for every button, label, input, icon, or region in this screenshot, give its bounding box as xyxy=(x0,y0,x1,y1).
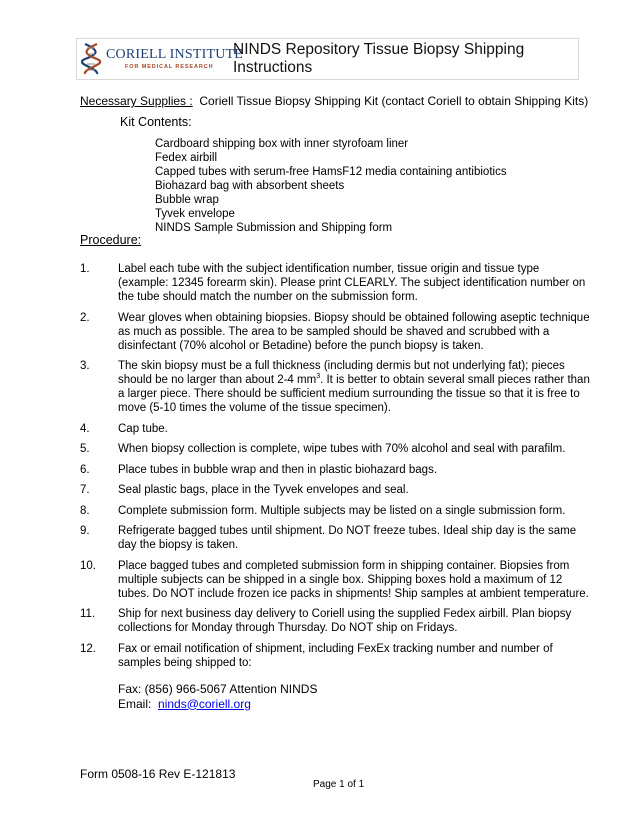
procedure-steps xyxy=(80,262,590,676)
procedure-step xyxy=(80,559,590,601)
kit-item: Capped tubes with serum-free HamsF12 media containing antibiotics xyxy=(155,166,507,178)
procedure-step xyxy=(80,359,590,415)
coriell-logo xyxy=(81,41,244,77)
step-text-after: . It is better to obtain several small pieces rather than a larger piece. There should be sufficient medium surrounding the tissue so that it is free to move (5-10 times the volume of the tissue specimen). xyxy=(118,374,590,414)
procedure-step xyxy=(80,524,590,552)
page-number: Page 1 of 1 xyxy=(313,779,365,790)
procedure-step xyxy=(80,422,590,436)
document-title: NINDS Repository Tissue Biopsy Shipping Instructions xyxy=(233,41,525,76)
fax-line: Fax: (856) 966-5067 Attention NINDS xyxy=(118,682,318,696)
step-text: Wear gloves when obtaining biopsies. Biopsy should be obtained following aseptic technique as much as possible. The area to be sampled should be shaved and scrubbed with a disinfectant (70% alcohol or Betadine) before the punch biopsy is taken. xyxy=(118,311,590,352)
contact-block xyxy=(118,682,317,711)
procedure-step xyxy=(80,607,590,635)
procedure-step xyxy=(80,262,590,304)
step-text: Refrigerate bagged tubes until shipment. Do NOT freeze tubes. Ideal ship day is the same day the biopsy is taken. xyxy=(118,525,577,551)
logo-name: CORIELL INSTITUTE xyxy=(106,47,244,62)
procedure-step xyxy=(80,642,590,670)
step-number: 2. xyxy=(80,311,90,324)
step-number: 9. xyxy=(80,525,90,537)
step-number: 10. xyxy=(80,559,96,572)
step-text: Ship for next business day delivery to Coriell using the supplied Fedex airbill. Plan biopsy collections for Monday through Thursday. Do NOT ship on Fridays. xyxy=(118,608,572,634)
step-text: Label each tube with the subject identification number, tissue origin and tissue type (example: 12345 forearm skin). Please print CLEARLY. The subject identification number on the tube should match the number on the submission form. xyxy=(118,263,586,303)
step-number: 8. xyxy=(80,504,90,517)
kit-contents-list xyxy=(155,137,507,235)
dna-helix-icon xyxy=(81,42,103,76)
step-text: Seal plastic bags, place in the Tyvek envelopes and seal. xyxy=(118,484,409,496)
email-label: Email: xyxy=(118,696,152,711)
kit-contents-title: Kit Contents: xyxy=(120,115,192,129)
step-number: 6. xyxy=(80,463,90,476)
email-line xyxy=(118,697,317,712)
step-number: 3. xyxy=(80,360,90,372)
procedure-step xyxy=(80,311,590,353)
kit-item: NINDS Sample Submission and Shipping form xyxy=(155,222,393,234)
step-number: 12. xyxy=(80,642,96,655)
step-text-before: The skin biopsy must be a full thickness (including dermis but not underlying fat); pieces should be no larger than about 2-4 mm xyxy=(118,360,565,386)
step-text: When biopsy collection is complete, wipe tubes with 70% alcohol and seal with parafilm. xyxy=(118,443,566,455)
step-number: 1. xyxy=(80,263,90,275)
step-number: 5. xyxy=(80,443,90,455)
procedure-step xyxy=(80,442,590,456)
procedure-step xyxy=(80,504,590,518)
step-text: Place tubes in bubble wrap and then in plastic biohazard bags. xyxy=(118,463,438,476)
supplies-label: Necessary Supplies : xyxy=(80,94,193,108)
step-text: Place bagged tubes and completed submission form in shipping container. Biopsies from multiple subjects can be shipped in a single box. Shipping boxes hold a maximum of 12 tubes. Do NOT include frozen ice packs in shipments! Ship samples at ambient temperature. xyxy=(118,559,589,600)
email-link[interactable]: ninds@coriell.org xyxy=(158,696,251,711)
kit-item: Tyvek envelope xyxy=(155,208,235,220)
step-number: 11. xyxy=(80,608,96,620)
step-number: 7. xyxy=(80,484,90,496)
step-text: Cap tube. xyxy=(118,422,168,435)
kit-item: Bubble wrap xyxy=(155,194,219,206)
step-text: Fax or email notification of shipment, including FexEx tracking number and number of samples being shipped to: xyxy=(118,642,553,669)
procedure-title: Procedure: xyxy=(80,233,142,247)
document-header xyxy=(76,38,579,80)
procedure-step xyxy=(80,483,590,497)
form-number: Form 0508-16 Rev E-121813 xyxy=(80,767,236,781)
step-number: 4. xyxy=(80,422,90,435)
kit-item: Biohazard bag with absorbent sheets xyxy=(155,180,345,192)
necessary-supplies-line xyxy=(80,94,588,108)
superscript-3: 3 xyxy=(316,373,321,381)
kit-item: Fedex airbill xyxy=(155,152,217,164)
step-text: Complete submission form. Multiple subjects may be listed on a single submission form. xyxy=(118,504,566,517)
procedure-step xyxy=(80,463,590,477)
logo-tagline: FOR MEDICAL RESEARCH xyxy=(125,64,214,70)
supplies-text: Coriell Tissue Biopsy Shipping Kit (contact Coriell to obtain Shipping Kits) xyxy=(199,94,589,108)
kit-item: Cardboard shipping box with inner styrofoam liner xyxy=(155,138,409,150)
